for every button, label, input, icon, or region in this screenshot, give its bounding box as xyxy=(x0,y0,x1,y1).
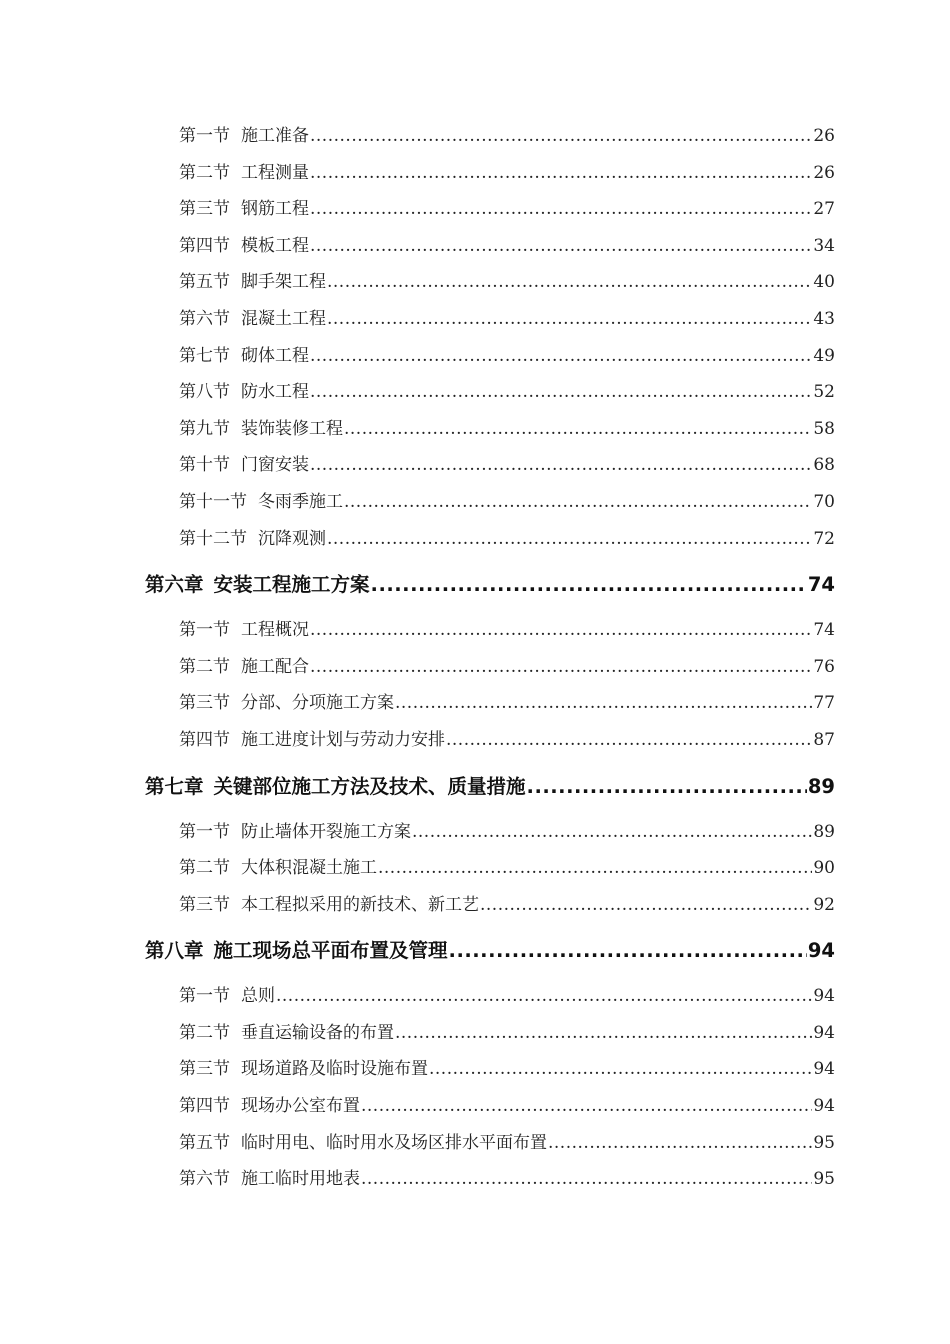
section-number: 第二节 xyxy=(179,162,230,183)
chapter-number: 第六章 xyxy=(145,573,204,597)
toc-entry-label xyxy=(179,685,394,722)
dot-leader xyxy=(395,685,812,722)
page-number: 70 xyxy=(813,491,835,512)
dot-leader xyxy=(327,521,812,558)
section-number: 第三节 xyxy=(179,693,230,714)
toc-section-entry[interactable] xyxy=(0,521,950,558)
section-number: 第二节 xyxy=(179,656,230,677)
toc-entry-label xyxy=(179,978,275,1015)
section-number: 第四节 xyxy=(179,1096,230,1117)
dot-leader xyxy=(310,118,812,155)
page-number: 94 xyxy=(813,1059,835,1080)
toc-chapter-entry[interactable] xyxy=(0,560,950,610)
toc-entry-label xyxy=(179,1088,360,1125)
section-title: 施工进度计划与劳动力安排 xyxy=(241,729,445,750)
section-number: 第一节 xyxy=(179,620,230,641)
section-title: 沉降观测 xyxy=(258,528,326,549)
dot-leader xyxy=(310,191,812,228)
dot-leader xyxy=(395,1015,812,1052)
toc-section-entry[interactable] xyxy=(0,1051,950,1088)
page-number: 72 xyxy=(813,528,835,549)
toc-entry-label xyxy=(179,1051,428,1088)
toc-section-entry[interactable] xyxy=(0,301,950,338)
table-of-contents xyxy=(0,118,950,1198)
dot-leader xyxy=(371,560,807,610)
toc-section-entry[interactable] xyxy=(0,191,950,228)
section-title: 冬雨季施工 xyxy=(258,491,343,512)
section-number: 第一节 xyxy=(179,986,230,1007)
toc-section-entry[interactable] xyxy=(0,1088,950,1125)
chapter-title: 安装工程施工方案 xyxy=(213,573,370,597)
section-title: 临时用电、临时用水及场区排水平面布置 xyxy=(241,1132,547,1153)
page-number: 26 xyxy=(813,162,835,183)
section-number: 第六节 xyxy=(179,308,230,329)
toc-entry-label xyxy=(179,850,377,887)
page-number: 89 xyxy=(813,821,835,842)
toc-section-entry[interactable] xyxy=(0,264,950,301)
page-number: 68 xyxy=(813,455,835,476)
dot-leader xyxy=(344,411,812,448)
section-number: 第十二节 xyxy=(179,528,247,549)
chapter-title: 施工现场总平面布置及管理 xyxy=(213,939,448,963)
section-title: 本工程拟采用的新技术、新工艺 xyxy=(241,894,479,915)
section-title: 工程测量 xyxy=(241,162,309,183)
page-number: 95 xyxy=(813,1169,835,1190)
page-number: 77 xyxy=(813,693,835,714)
dot-leader xyxy=(446,722,812,759)
toc-section-entry[interactable] xyxy=(0,374,950,411)
chapter-number: 第八章 xyxy=(145,939,204,963)
dot-leader xyxy=(310,338,812,375)
toc-section-entry[interactable] xyxy=(0,484,950,521)
toc-chapter-entry[interactable] xyxy=(0,762,950,812)
toc-entry-label xyxy=(179,447,309,484)
section-title: 防水工程 xyxy=(241,382,309,403)
dot-leader xyxy=(527,762,807,812)
dot-leader xyxy=(327,264,812,301)
toc-entry-label xyxy=(179,649,309,686)
toc-entry-label xyxy=(145,926,448,976)
toc-section-entry[interactable] xyxy=(0,447,950,484)
section-title: 砌体工程 xyxy=(241,345,309,366)
section-title: 现场道路及临时设施布置 xyxy=(241,1059,428,1080)
page-number: 27 xyxy=(813,199,835,220)
dot-leader xyxy=(310,228,812,265)
toc-entry-label xyxy=(179,301,326,338)
dot-leader xyxy=(361,1161,812,1198)
toc-entry-label xyxy=(179,338,309,375)
section-number: 第三节 xyxy=(179,199,230,220)
page-number: 94 xyxy=(813,1022,835,1043)
toc-section-entry[interactable] xyxy=(0,228,950,265)
dot-leader xyxy=(378,850,812,887)
toc-section-entry[interactable] xyxy=(0,814,950,851)
page-number: 52 xyxy=(813,382,835,403)
section-title: 总则 xyxy=(241,986,275,1007)
dot-leader xyxy=(327,301,812,338)
chapter-number: 第七章 xyxy=(145,774,204,798)
page-number: 94 xyxy=(807,939,835,963)
section-number: 第一节 xyxy=(179,126,230,146)
section-number: 第五节 xyxy=(179,272,230,293)
dot-leader xyxy=(344,484,812,521)
toc-section-entry[interactable] xyxy=(0,685,950,722)
section-number: 第二节 xyxy=(179,858,230,879)
dot-leader xyxy=(310,612,812,649)
dot-leader xyxy=(310,155,812,192)
toc-entry-label xyxy=(179,1125,547,1162)
section-title: 模板工程 xyxy=(241,235,309,256)
section-number: 第十一节 xyxy=(179,491,247,512)
section-number: 第一节 xyxy=(179,821,230,842)
page-number: 94 xyxy=(813,1096,835,1117)
page-number: 43 xyxy=(813,308,835,329)
toc-section-entry[interactable] xyxy=(0,612,950,649)
section-number: 第十节 xyxy=(179,455,230,476)
page-number: 90 xyxy=(813,858,835,879)
section-title: 施工准备 xyxy=(241,126,309,146)
dot-leader xyxy=(449,926,807,976)
dot-leader xyxy=(310,649,812,686)
page-number: 76 xyxy=(813,656,835,677)
page-number: 58 xyxy=(813,418,835,439)
toc-section-entry[interactable] xyxy=(0,338,950,375)
page-number: 74 xyxy=(807,573,835,597)
section-title: 门窗安装 xyxy=(241,455,309,476)
toc-section-entry[interactable] xyxy=(0,850,950,887)
toc-entry-label xyxy=(179,484,343,521)
section-number: 第九节 xyxy=(179,418,230,439)
dot-leader xyxy=(548,1125,812,1162)
section-title: 垂直运输设备的布置 xyxy=(241,1022,394,1043)
section-number: 第三节 xyxy=(179,1059,230,1080)
section-number: 第四节 xyxy=(179,235,230,256)
toc-section-entry[interactable] xyxy=(0,722,950,759)
toc-entry-label xyxy=(145,762,526,812)
toc-entry-label xyxy=(179,521,326,558)
toc-section-entry[interactable] xyxy=(0,887,950,924)
toc-entry-label xyxy=(179,228,309,265)
section-title: 分部、分项施工方案 xyxy=(241,693,394,714)
section-title: 脚手架工程 xyxy=(241,272,326,293)
dot-leader xyxy=(310,374,812,411)
dot-leader xyxy=(276,978,812,1015)
toc-entry-label xyxy=(179,264,326,301)
dot-leader xyxy=(412,814,812,851)
toc-entry-label xyxy=(179,155,309,192)
section-number: 第三节 xyxy=(179,894,230,915)
toc-section-entry[interactable] xyxy=(0,1015,950,1052)
toc-section-entry[interactable] xyxy=(0,155,950,192)
dot-leader xyxy=(429,1051,812,1088)
page-number: 89 xyxy=(807,774,835,798)
page-number: 94 xyxy=(813,986,835,1007)
toc-entry-label xyxy=(179,118,309,155)
toc-section-entry[interactable] xyxy=(0,978,950,1015)
section-title: 装饰装修工程 xyxy=(241,418,343,439)
page-number: 40 xyxy=(813,272,835,293)
section-number: 第六节 xyxy=(179,1169,230,1190)
dot-leader xyxy=(480,887,812,924)
toc-entry-label xyxy=(179,1015,394,1052)
page-number: 92 xyxy=(813,894,835,915)
toc-entry-label xyxy=(179,1161,360,1198)
section-title: 大体积混凝土施工 xyxy=(241,858,377,879)
section-number: 第四节 xyxy=(179,729,230,750)
section-number: 第二节 xyxy=(179,1022,230,1043)
section-number: 第八节 xyxy=(179,382,230,403)
toc-entry-label xyxy=(179,191,309,228)
toc-section-entry[interactable] xyxy=(0,1161,950,1198)
section-title: 混凝土工程 xyxy=(241,308,326,329)
section-number: 第五节 xyxy=(179,1132,230,1153)
toc-entry-label xyxy=(179,887,479,924)
chapter-title: 关键部位施工方法及技术、质量措施 xyxy=(213,774,526,798)
dot-leader xyxy=(310,447,812,484)
section-title: 防止墙体开裂施工方案 xyxy=(241,821,411,842)
section-title: 现场办公室布置 xyxy=(241,1096,360,1117)
page-number: 34 xyxy=(813,235,835,256)
section-title: 工程概况 xyxy=(241,620,309,641)
toc-section-entry[interactable] xyxy=(0,118,950,155)
toc-section-entry[interactable] xyxy=(0,411,950,448)
page-number: 95 xyxy=(813,1132,835,1153)
page-number: 74 xyxy=(813,620,835,641)
toc-section-entry[interactable] xyxy=(0,1125,950,1162)
toc-entry-label xyxy=(179,722,445,759)
toc-section-entry[interactable] xyxy=(0,649,950,686)
toc-entry-label xyxy=(179,374,309,411)
toc-entry-label xyxy=(179,814,411,851)
toc-entry-label xyxy=(145,560,370,610)
toc-entry-label xyxy=(179,612,309,649)
section-title: 施工配合 xyxy=(241,656,309,677)
page-number: 26 xyxy=(813,126,835,146)
toc-chapter-entry[interactable] xyxy=(0,926,950,976)
page-number: 87 xyxy=(813,729,835,750)
page-number: 49 xyxy=(813,345,835,366)
dot-leader xyxy=(361,1088,812,1125)
section-title: 钢筋工程 xyxy=(241,199,309,220)
section-title: 施工临时用地表 xyxy=(241,1169,360,1190)
toc-entry-label xyxy=(179,411,343,448)
section-number: 第七节 xyxy=(179,345,230,366)
